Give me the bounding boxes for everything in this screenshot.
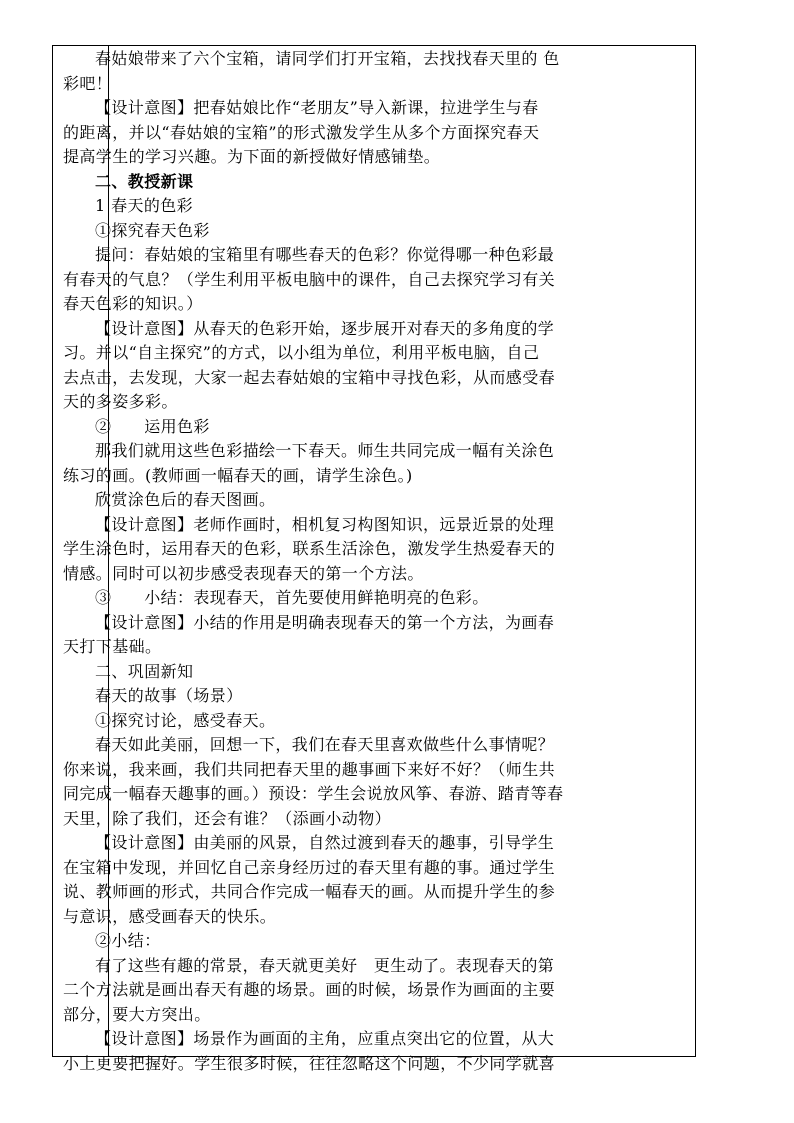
text-line: 春天如此美丽，回想一下，我们在春天里喜欢做些什么事情呢？ <box>95 735 555 754</box>
text-line: 有春天的气息？（学生利用平板电脑中的课件，自己去探究学习有关 <box>63 269 556 289</box>
text-line: ①探究讨论，感受春天。 <box>95 710 276 730</box>
text-line: 情感。同时可以初步感受表现春天的第一个方法。 <box>63 563 424 583</box>
text-line: 部分，要大方突出。 <box>63 1004 211 1024</box>
text-line: ② 运用色彩 <box>95 416 210 436</box>
text-line: 天打下基础。 <box>63 637 162 656</box>
text-line: 二、巩固新知 <box>95 661 194 681</box>
text-line: 【设计意图】把春姑娘比作“老朋友”导入新课，拉进学生与春 <box>95 98 539 117</box>
text-line: 说、教师画的形式，共同合作完成一幅春天的画。从而提升学生的参 <box>63 882 556 901</box>
text-line: ①探究春天色彩 <box>95 220 210 240</box>
text-line: 【设计意图】老师作画时，相机复习构图知识，远景近景的处理 <box>95 514 555 534</box>
text-line: 与意识，感受画春天的快乐。 <box>63 906 277 926</box>
text-line: 小上更要把握好。学生很多时候，往往忽略这个问题，不少同学就喜 <box>63 1053 556 1073</box>
text-line: 的距离，并以“春姑娘的宝箱”的形式激发学生从多个方面探究春天 <box>63 122 540 142</box>
text-line: 那我们就用这些色彩描绘一下春天。师生共同完成一幅有关涂色 <box>95 441 555 460</box>
text-line: 【设计意图】由美丽的风景，自然过渡到春天的趣事，引导学生 <box>95 833 555 852</box>
text-line: 练习的画。(教师画一幅春天的画，请学生涂色。) <box>63 465 413 485</box>
text-line: ③ 小结：表现春天，首先要使用鲜艳明亮的色彩。 <box>95 588 489 607</box>
text-line: 在宝箱中发现，并回忆自己亲身经历过的春天里有趣的事。通过学生 <box>63 857 556 877</box>
text-line: 春天的故事（场景） <box>95 686 243 705</box>
text-line: 提高学生的学习兴趣。为下面的新授做好情感铺垫。 <box>63 147 441 166</box>
text-line: 天的多姿多彩。 <box>63 392 178 411</box>
text-line: 春姑娘带来了六个宝箱，请同学们打开宝箱，去找找春天里的 色 <box>95 49 560 68</box>
text-line: 春天色彩的知识。） <box>63 294 203 313</box>
text-line: 欣赏涂色后的春天图画。 <box>95 490 276 509</box>
text-line: 【设计意图】小结的作用是明确表现春天的第一个方法，为画春 <box>95 612 555 632</box>
text-line: 【设计意图】场景作为画面的主角，应重点突出它的位置，从大 <box>95 1029 555 1048</box>
text-line: 二、教授新课 <box>95 171 194 191</box>
text-line: 你来说，我来画，我们共同把春天里的趣事画下来好不好？（师生共 <box>63 759 556 779</box>
text-line: 1 春天的色彩 <box>95 196 194 215</box>
text-line: 二个方法就是画出春天有趣的场景。画的时候，场景作为画面的主要 <box>63 980 556 999</box>
text-line: 去点击，去发现，大家一起去春姑娘的宝箱中寻找色彩，从而感受春 <box>63 367 556 387</box>
text-line: 习。并以“自主探究”的方式，以小组为单位，利用平板电脑，自己 <box>63 343 540 362</box>
text-line: 天里，除了我们，还会有谁？（添画小动物） <box>63 808 392 828</box>
text-line: ②小结： <box>95 931 161 950</box>
text-line: 提问：春姑娘的宝箱里有哪些春天的色彩？你觉得哪一种色彩最 <box>95 245 555 264</box>
text-line: 有了这些有趣的常景，春天就更美好 更生动了。表现春天的第 <box>95 955 555 975</box>
text-line: 【设计意图】从春天的色彩开始，逐步展开对春天的多角度的学 <box>95 318 555 338</box>
text-line: 同完成一幅春天趣事的画。）预设：学生会说放风筝、春游、踏青等春 <box>63 784 564 803</box>
text-line: 学生涂色时，运用春天的色彩，联系生活涂色，激发学生热爱春天的 <box>63 539 556 558</box>
text-line: 彩吧！ <box>63 73 113 93</box>
